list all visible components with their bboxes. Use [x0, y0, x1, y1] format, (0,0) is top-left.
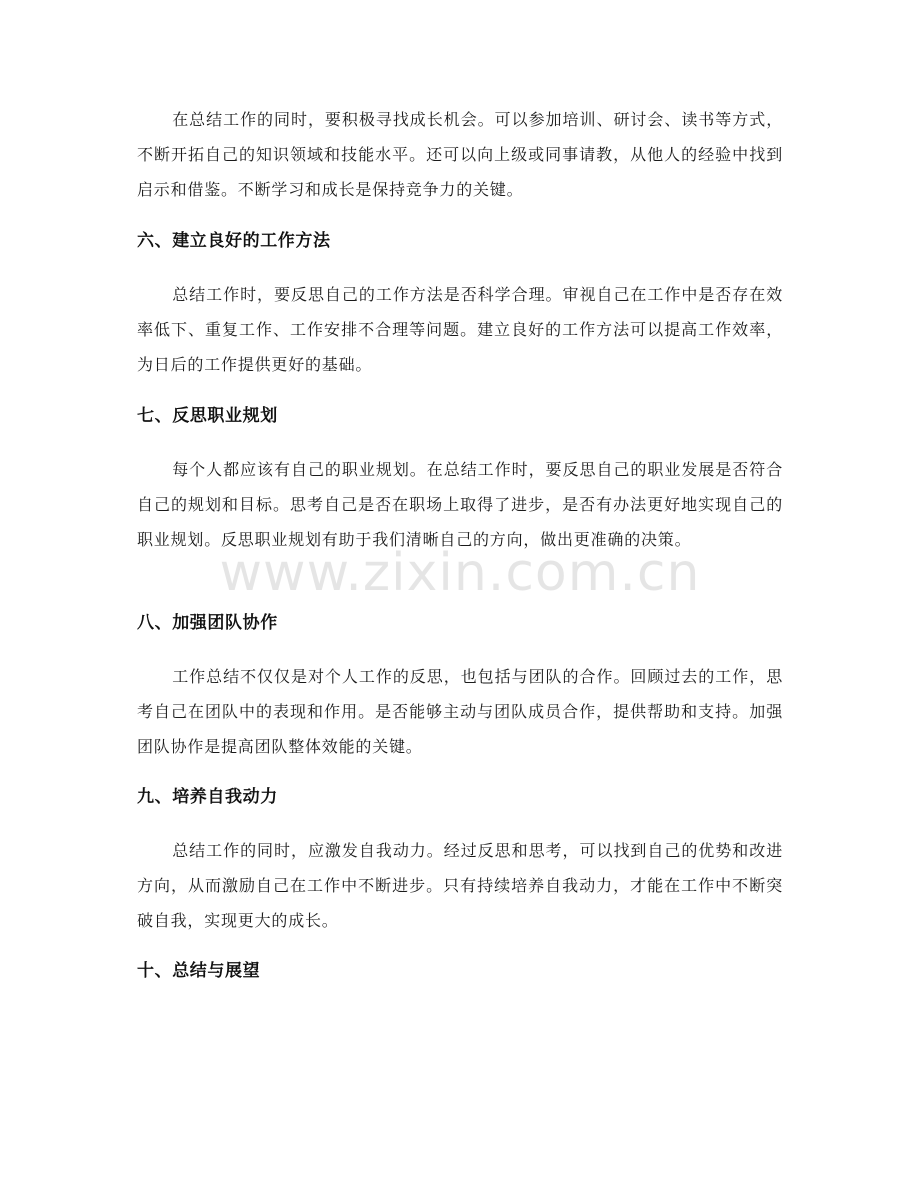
section-heading-6: [137, 226, 783, 256]
section-heading-8: [137, 608, 783, 638]
section-text: 总结工作时，要反思自己的工作方法是否科学合理。审视自己在工作中是否存在效率低下、重复工作、工作安排不合理等问题。建立良好的工作方法可以提高工作效率，为日后的工作提供更好的基础。: [137, 285, 783, 374]
section-text: 总结工作的同时，应激发自我动力。经过反思和思考，可以找到自己的优势和改进方向，从而激励自己在工作中不断进步。只有持续培养自我动力，才能在工作中不断突破自我，实现更大的成长。: [137, 841, 783, 930]
watermark-text: www.zixin.com.cn: [219, 543, 701, 603]
section-title: 六、建立良好的工作方法: [137, 231, 331, 251]
section-body-6: [137, 277, 783, 382]
section-title: 十、总结与展望: [137, 961, 261, 981]
section-heading-9: [137, 782, 783, 812]
section-heading-7: [137, 401, 783, 431]
section-body-8: [137, 659, 783, 764]
section-body-9: [137, 833, 783, 938]
section-text: 工作总结不仅仅是对个人工作的反思，也包括与团队的合作。回顾过去的工作，思考自己在团队中的表现和作用。是否能够主动与团队成员合作，提供帮助和支持。加强团队协作是提高团队整体效能的关键。: [137, 667, 783, 756]
section-body-7: [137, 452, 783, 557]
paragraph-text: 在总结工作的同时，要积极寻找成长机会。可以参加培训、研讨会、读书等方式，不断开拓自己的知识领域和技能水平。还可以向上级或同事请教，从他人的经验中找到启示和借鉴。不断学习和成长是保持竞争力的关键。: [137, 110, 783, 199]
section-heading-10: [137, 956, 783, 986]
section-title: 八、加强团队协作: [137, 613, 278, 633]
paragraph-growth: [137, 102, 783, 207]
section-title: 七、反思职业规划: [137, 406, 278, 426]
section-text: 每个人都应该有自己的职业规划。在总结工作时，要反思自己的职业发展是否符合自己的规划和目标。思考自己是否在职场上取得了进步，是否有办法更好地实现自己的职业规划。反思职业规划有助于我们清晰自己的方向，做出更准确的决策。: [137, 460, 783, 549]
section-title: 九、培养自我动力: [137, 787, 278, 807]
